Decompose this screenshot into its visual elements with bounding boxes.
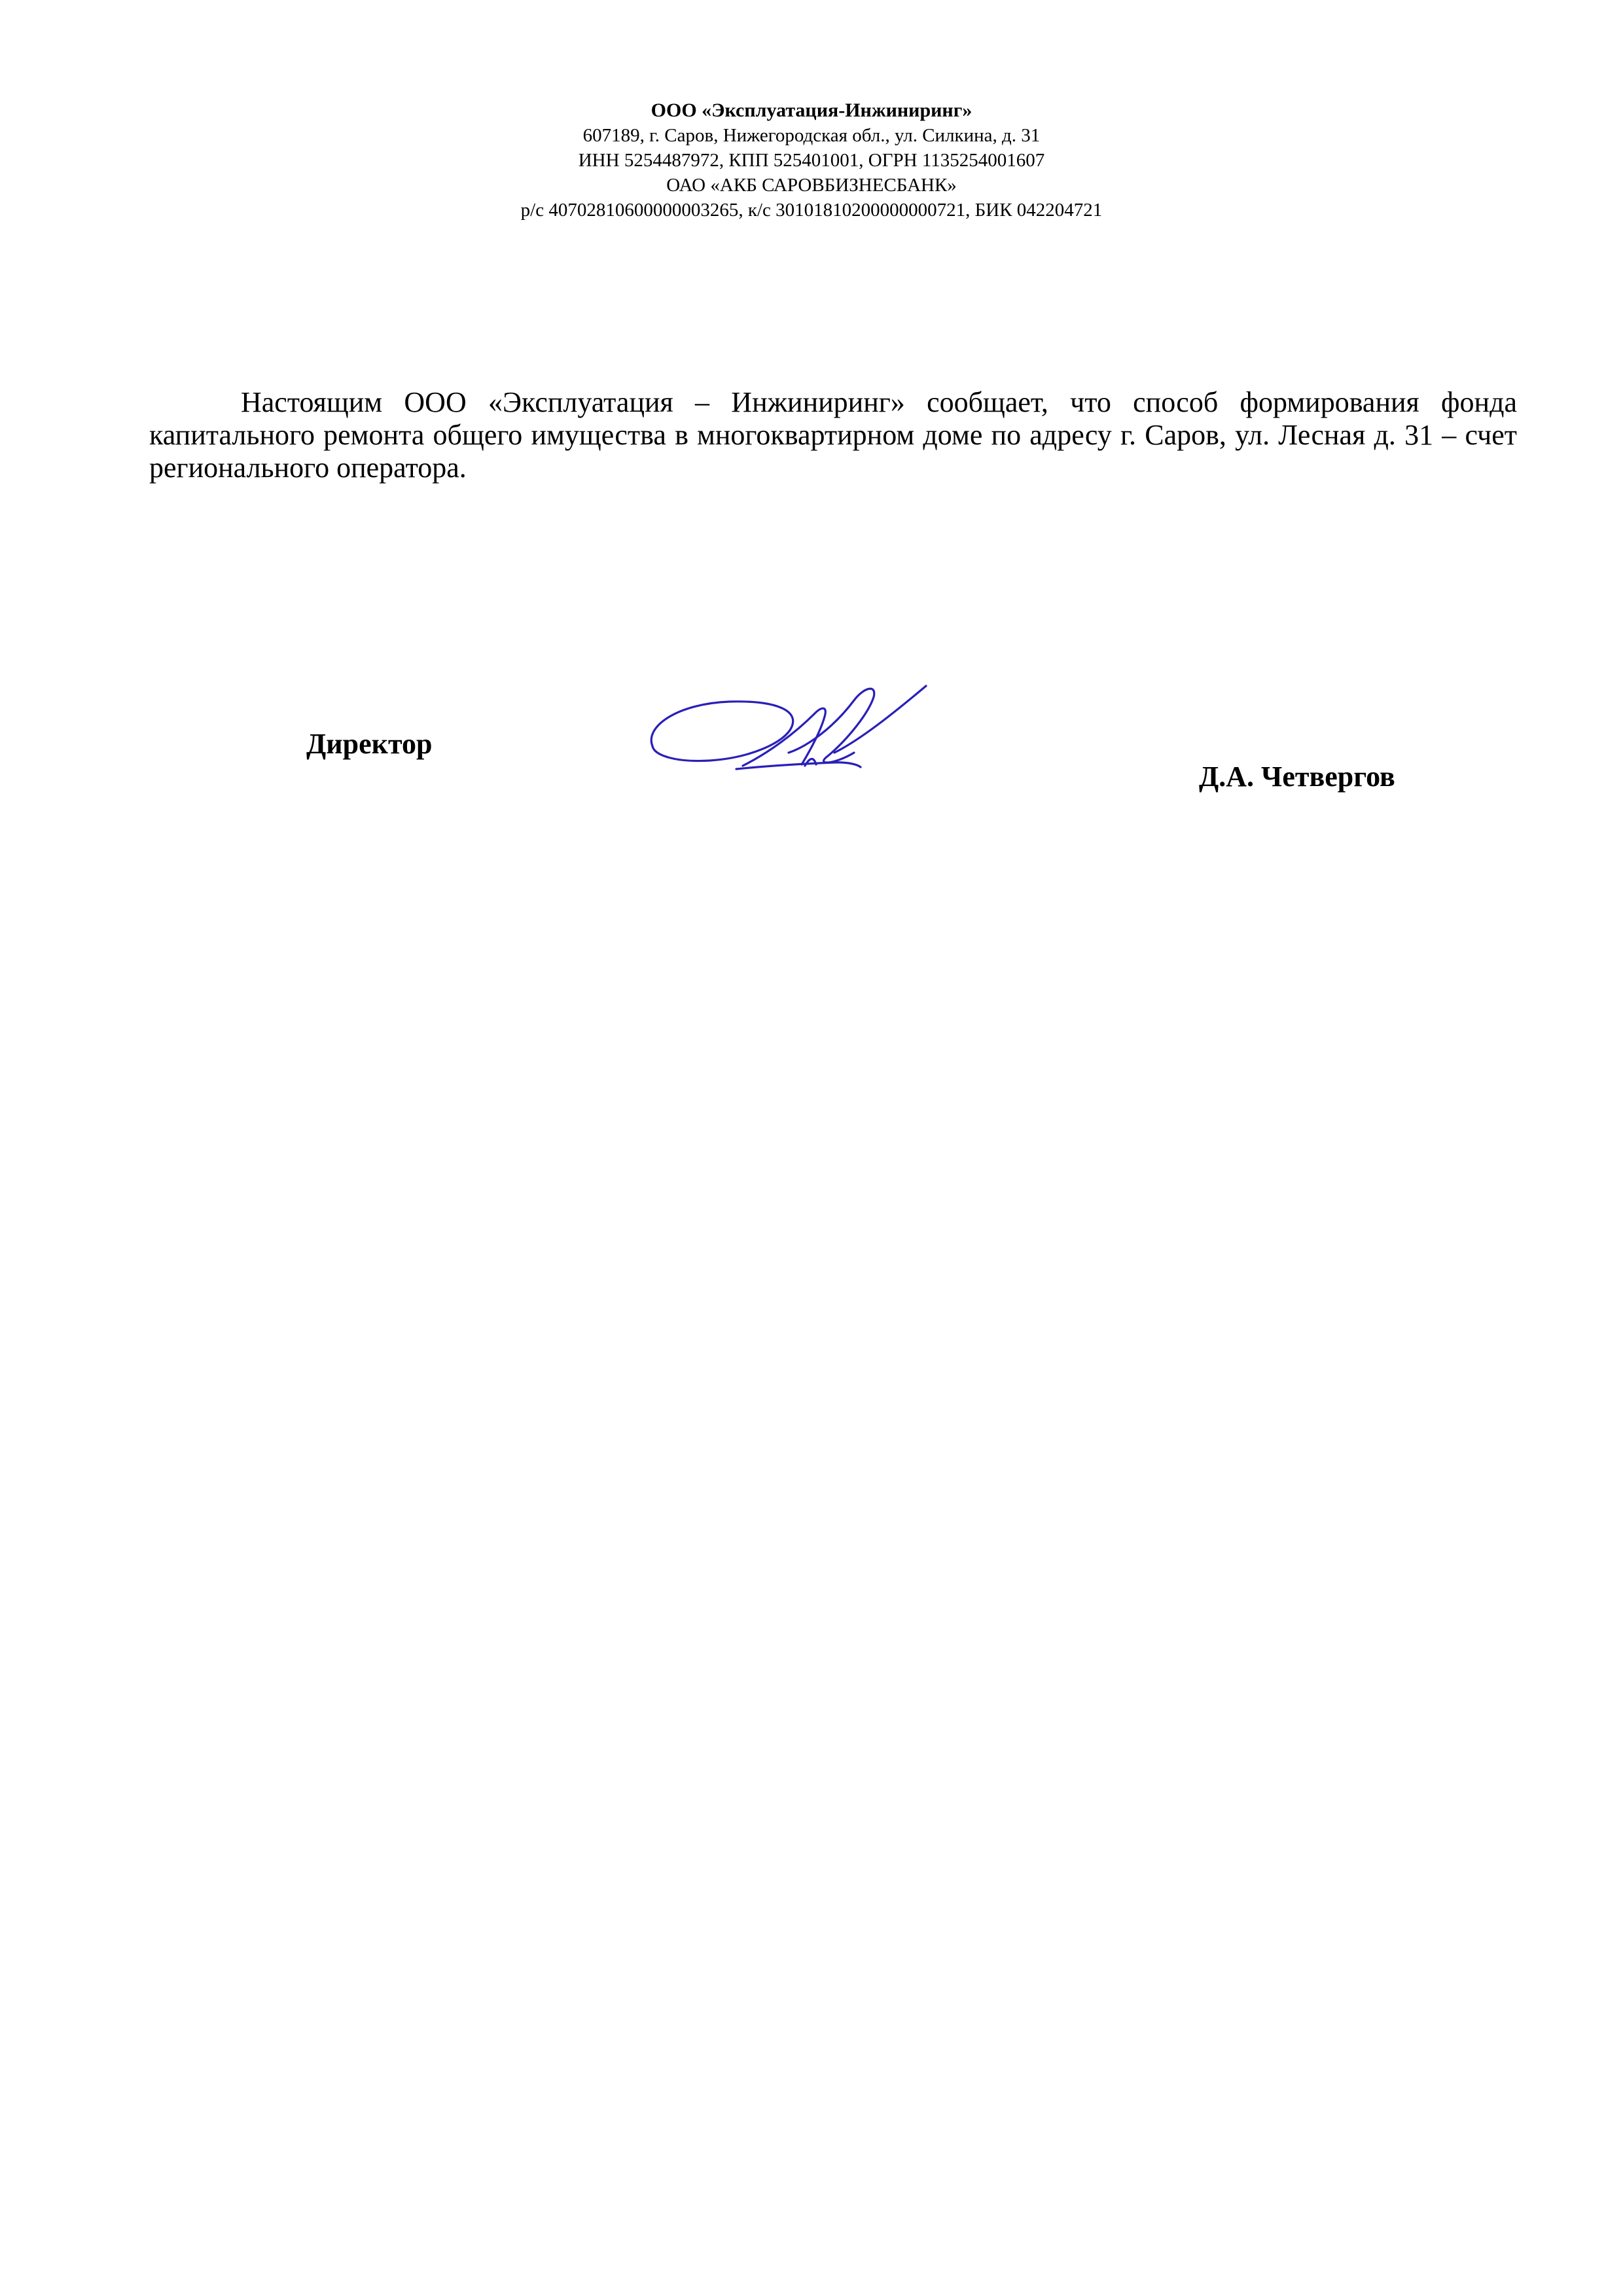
handwritten-signature	[638, 674, 965, 798]
signatory-name: Д.А. Четвергов	[1199, 761, 1395, 793]
company-bank: ОАО «АКБ САРОВБИЗНЕСБАНК»	[666, 175, 957, 196]
signature-underline-stroke	[736, 762, 861, 769]
company-accounts: р/с 40702810600000003265, к/с 30101810200000000721, БИК 042204721	[520, 200, 1103, 221]
letter-body: Настоящим ООО «Эксплуатация – Инжиниринг» сообщает, что способ формирования фонда капитального ремонта общего имущества в многоквартирном доме по адресу г. Саров, ул. Лесная д. 31 – счет регионального оператора.	[149, 386, 1517, 484]
letterhead	[0, 98, 1623, 223]
company-address: 607189, г. Саров, Нижегородская обл., ул. Силкина, д. 31	[582, 125, 1041, 146]
signature-dash-stroke	[805, 759, 816, 766]
company-name: ООО «Эксплуатация-Инжиниринг»	[651, 99, 972, 121]
company-registration: ИНН 5254487972, КПП 525401001, ОГРН 1135254001607	[578, 150, 1045, 171]
signatory-title: Директор	[306, 728, 433, 760]
signature-loop-stroke	[651, 702, 793, 761]
signature-tail-stroke	[834, 686, 926, 753]
